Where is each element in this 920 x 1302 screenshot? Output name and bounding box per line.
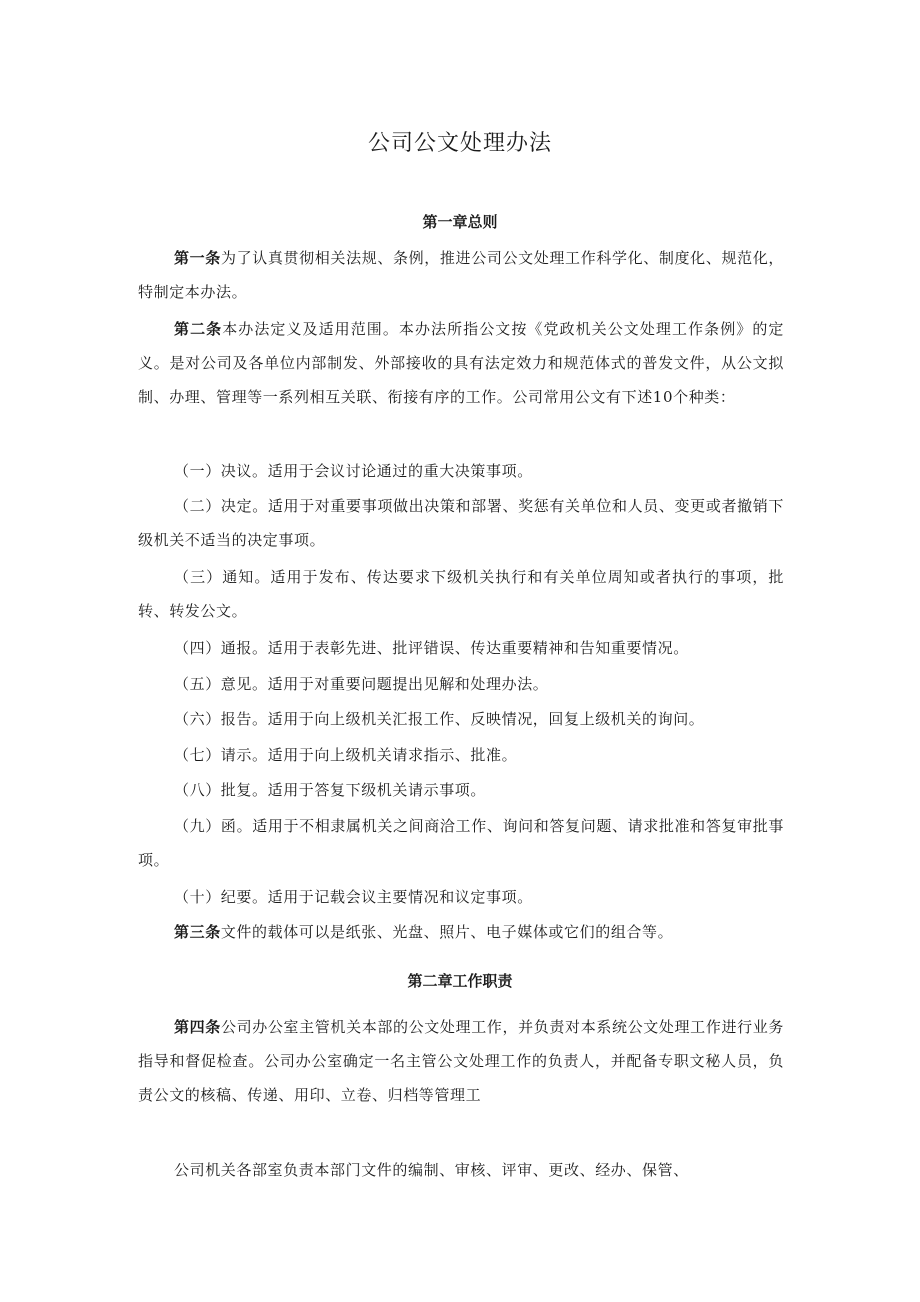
article-2 xyxy=(138,312,784,414)
article-4-text: 公司办公室主管机关本部的公文处理工作，并负责对本系统公文处理工作进行业务指导和督促检查。公司办公室确定一名主管公文处理工作的负责人，并配备专职文秘人员，负责公文的核稿、传递、用印、立卷、归档等管理工 xyxy=(138,1018,784,1104)
article-3-text: 文件的载体可以是纸张、光盘、照片、电子媒体或它们的组合等。 xyxy=(220,923,674,941)
document-title: 公司公文处理办法 xyxy=(367,131,552,156)
article-3 xyxy=(138,915,784,949)
paragraph-departments: 公司机关各部室负责本部门文件的编制、审核、评审、更改、经办、保管、 xyxy=(174,1161,689,1179)
chapter-2-heading: 第二章工作职责 xyxy=(407,972,513,990)
list-item-6: （六）报告。适用于向上级机关汇报工作、反映情况，回复上级机关的询问。 xyxy=(174,710,705,728)
article-2-label: 第二条 xyxy=(174,320,223,338)
article-3-label: 第三条 xyxy=(174,923,221,941)
article-2-text: 本办法定义及适用范围。本办法所指公文按《党政机关公文处理工作条例》的定义。是对公司及各单位内部制发、外部接收的具有法定效力和规范体式的普发文件，从公文拟制、办理、管理等一系列相互关联、衔接有序的工作。公司常用公文有下述10个种类： xyxy=(138,320,784,406)
list-item-2: （二）决定。适用于对重要事项做出决策和部署、奖惩有关单位和人员、变更或者撤销下级机关不适当的决定事项。 xyxy=(138,497,784,549)
list-item-10: （十）纪要。适用于记载会议主要情况和议定事项。 xyxy=(174,888,533,906)
article-4 xyxy=(138,1010,784,1112)
article-4-label: 第四条 xyxy=(174,1018,221,1036)
list-item-1: （一）决议。适用于会议讨论通过的重大决策事项。 xyxy=(174,462,533,480)
chapter-1-heading: 第一章总则 xyxy=(422,213,498,231)
list-item-3: （三）通知。适用于发布、传达要求下级机关执行和有关单位周知或者执行的事项，批转、转发公文。 xyxy=(138,568,784,620)
list-item-8: （八）批复。适用于答复下级机关请示事项。 xyxy=(174,781,487,799)
list-item-5: （五）意见。适用于对重要问题提出见解和处理办法。 xyxy=(174,675,549,693)
list-item-7: （七）请示。适用于向上级机关请求指示、批准。 xyxy=(174,746,518,764)
list-item-4: （四）通报。适用于表彰先进、批评错误、传达重要精神和告知重要情况。 xyxy=(174,639,689,657)
list-item-9: （九）函。适用于不相隶属机关之间商洽工作、询问和答复问题、请求批准和答复审批事项。 xyxy=(138,817,784,869)
article-1-text: 为了认真贯彻相关法规、条例，推进公司公文处理工作科学化、制度化、规范化，特制定本办法。 xyxy=(138,249,784,301)
article-1-label: 第一条 xyxy=(174,249,221,267)
article-1 xyxy=(138,241,784,309)
